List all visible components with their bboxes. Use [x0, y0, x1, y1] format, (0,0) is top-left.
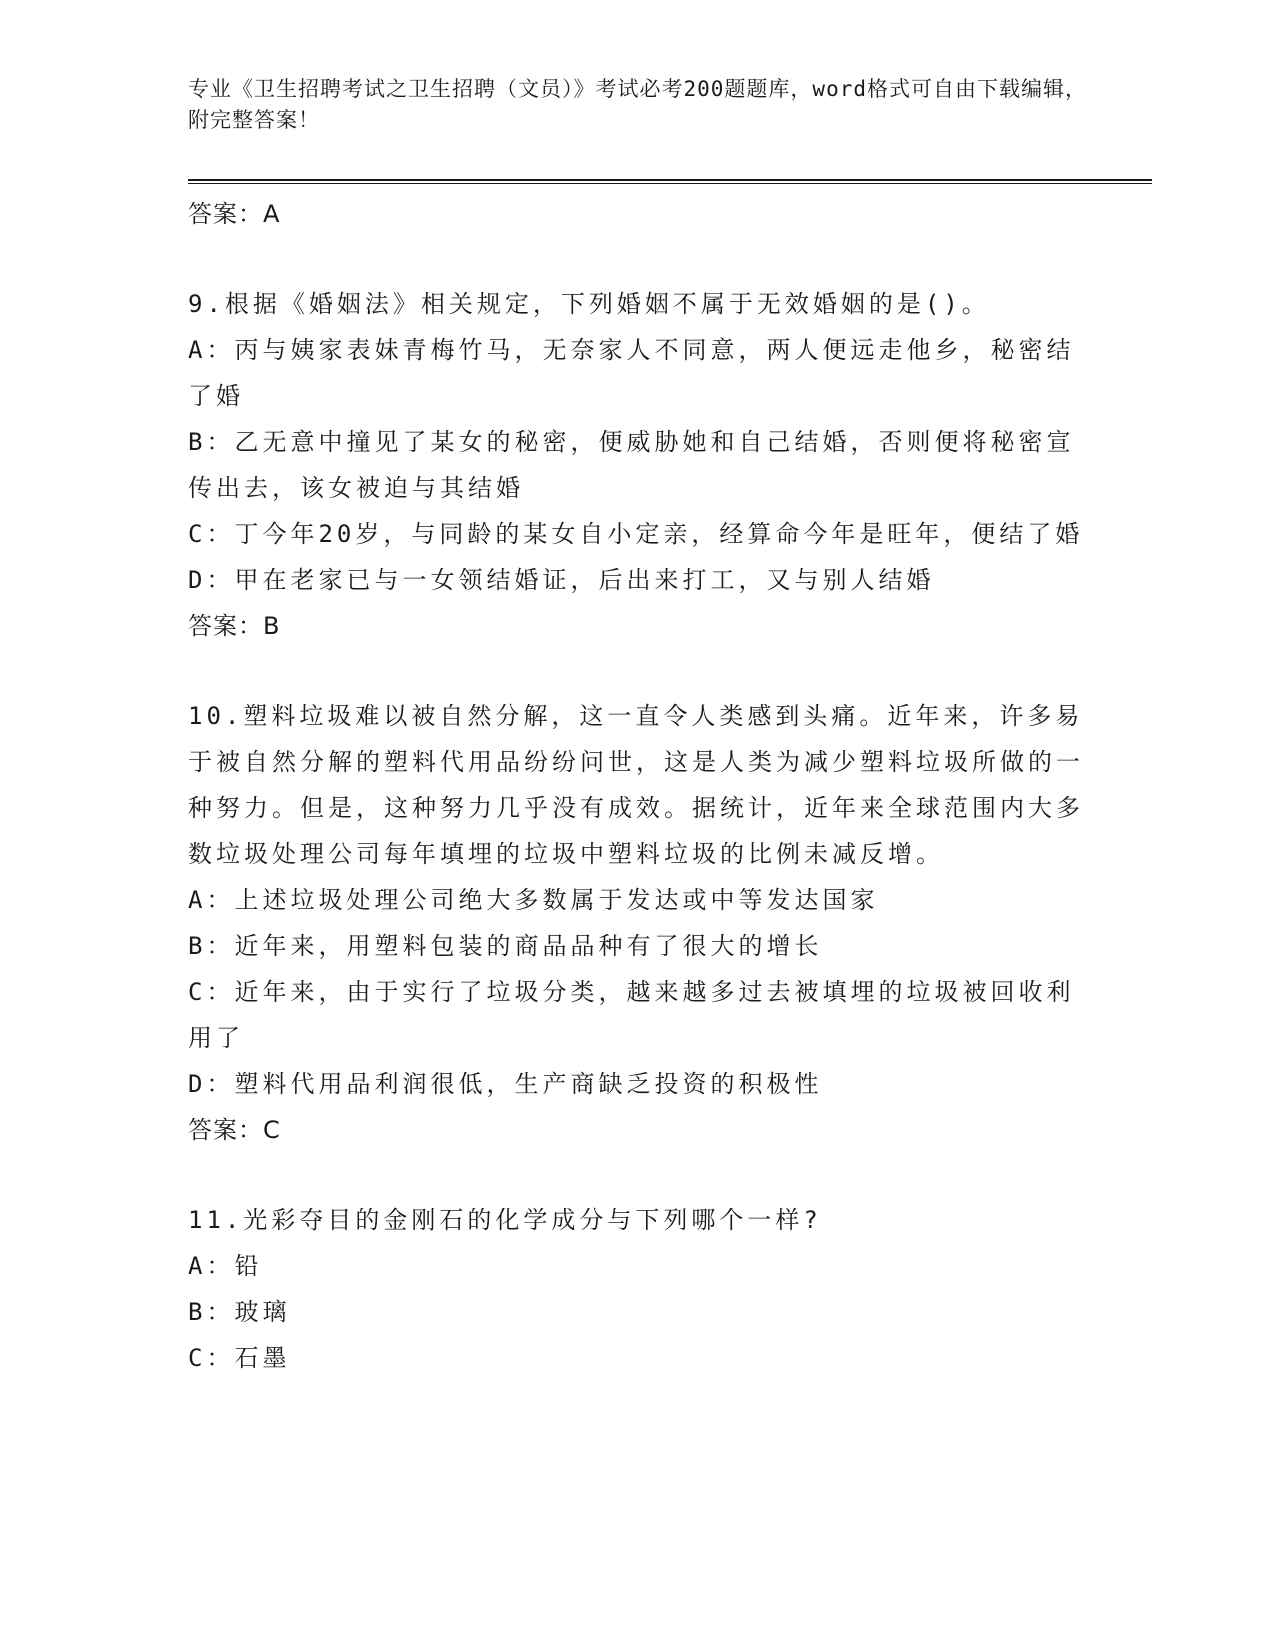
question-stem: 9.根据《婚姻法》相关规定，下列婚姻不属于无效婚姻的是()。: [188, 290, 990, 318]
option-a: A：铅: [188, 1252, 263, 1280]
option-a: A：上述垃圾处理公司绝大多数属于发达或中等发达国家: [188, 886, 879, 914]
option-b: B：近年来，用塑料包装的商品品种有了很大的增长: [188, 932, 823, 960]
answer-line: 答案：B: [188, 612, 281, 640]
answer-line: 答案：C: [188, 1116, 281, 1144]
option-d: D：甲在老家已与一女领结婚证，后出来打工，又与别人结婚: [188, 566, 935, 594]
question-block: [188, 693, 1088, 1153]
header-divider: [188, 179, 1152, 181]
option-a: A：丙与姨家表妹青梅竹马，无奈家人不同意，两人便远走他乡，秘密结了婚: [188, 336, 1075, 410]
document-header: 专业《卫生招聘考试之卫生招聘（文员）》考试必考200题题库，word格式可自由下载编辑，附完整答案！: [188, 77, 1087, 132]
option-d: D：塑料代用品利润很低，生产商缺乏投资的积极性: [188, 1070, 823, 1098]
option-c: C：近年来，由于实行了垃圾分类，越来越多过去被填埋的垃圾被回收利用了: [188, 978, 1075, 1052]
question-block: [188, 1197, 1088, 1381]
question-stem: 10.塑料垃圾难以被自然分解，这一直令人类感到头痛。近年来，许多易于被自然分解的塑料代用品纷纷问世，这是人类为减少塑料垃圾所做的一种努力。但是，这种努力几乎没有成效。据统计，近年来全球范围内大多数垃圾处理公司每年填埋的垃圾中塑料垃圾的比例未减反增。: [188, 702, 1084, 868]
option-b: B：乙无意中撞见了某女的秘密，便威胁她和自己结婚，否则便将秘密宣传出去，该女被迫与其结婚: [188, 428, 1075, 502]
option-c: C：石墨: [188, 1344, 291, 1372]
answer-line: 答案：A: [188, 200, 281, 228]
question-stem: 11.光彩夺目的金刚石的化学成分与下列哪个一样?: [188, 1206, 822, 1234]
header-divider-thin: [188, 183, 1152, 184]
question-block: [188, 281, 1088, 649]
question-list: [188, 191, 1088, 1381]
option-b: B：玻璃: [188, 1298, 291, 1326]
option-c: C：丁今年20岁，与同龄的某女自小定亲，经算命今年是旺年，便结了婚: [188, 520, 1084, 548]
